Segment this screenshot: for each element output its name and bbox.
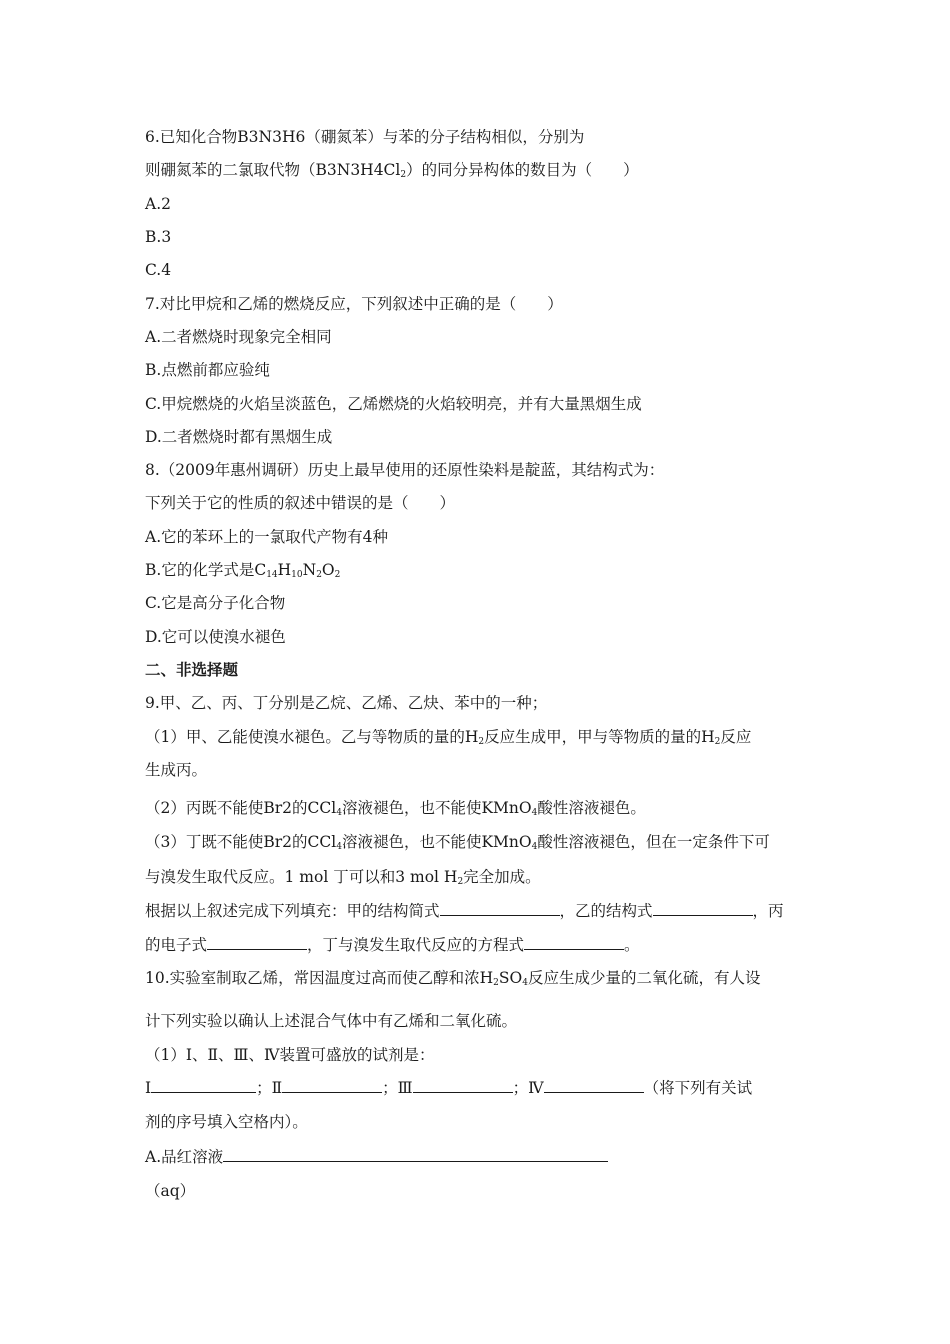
text: 完全加成。: [463, 868, 541, 886]
question-9-part-1: [145, 727, 751, 747]
subscript: 14: [266, 570, 278, 580]
question-6-option-c: C.4: [145, 261, 172, 279]
question-9-stem: 9.甲、乙、丙、丁分别是乙烷、乙烯、乙炔、苯中的一种；: [145, 694, 548, 712]
text: 酸性溶液褪色，但在一定条件下可: [537, 833, 770, 851]
subscript: 2: [400, 170, 407, 180]
text: 溶液褪色，也不能使KMnO: [341, 799, 532, 817]
text: （1）甲、乙能使溴水褪色。乙与等物质的量的H: [145, 728, 479, 746]
text: ，乙的结构式: [559, 902, 653, 920]
answer-blank[interactable]: [223, 1147, 608, 1162]
section-heading: 二、非选择题: [145, 661, 239, 679]
subscript: 4: [531, 808, 538, 818]
question-6-option-a: A.2: [145, 195, 171, 213]
question-8-option-b: [145, 560, 340, 580]
question-6-option-b: B.3: [145, 228, 172, 246]
question-9-part-2: [145, 798, 646, 818]
text: ；Ⅳ: [512, 1079, 544, 1097]
answer-blank[interactable]: [282, 1078, 382, 1093]
text: SO: [498, 969, 523, 987]
option-text: B.它的化学式是C: [145, 561, 267, 579]
question-7-option-c: C.甲烷燃烧的火焰呈淡蓝色，乙烯燃烧的火焰较明亮，并有大量黑烟生成: [145, 395, 642, 413]
answer-blank[interactable]: [653, 901, 753, 916]
text: 反应生成少量的二氧化硫，有人设: [527, 969, 761, 987]
text: 反应生成甲，甲与等物质的量的H: [484, 728, 715, 746]
question-10-fill-in-continued: 剂的序号填入空格内）。: [145, 1113, 308, 1131]
subscript: 4: [336, 842, 342, 852]
text: 溶液褪色，也不能使KMnO: [341, 833, 532, 851]
element-symbol: N: [302, 561, 317, 579]
text: 酸性溶液褪色。: [537, 799, 646, 817]
subscript: 2: [493, 978, 499, 988]
question-9-part-3: [145, 832, 770, 852]
text: 。: [624, 936, 640, 954]
answer-blank[interactable]: [524, 935, 624, 950]
question-9-fill-in-continued: [145, 935, 640, 955]
element-symbol: O: [321, 561, 335, 579]
question-9-fill-in: [145, 901, 784, 921]
text: ；Ⅱ: [256, 1079, 283, 1097]
question-6-stem: [145, 127, 584, 147]
question-7-option-b: B.点燃前都应验纯: [145, 361, 270, 379]
question-7-option-a: A.二者燃烧时现象完全相同: [145, 328, 332, 346]
subscript: 2: [478, 737, 485, 747]
question-6-stem-text: 6.已知化合物B3N3H6（硼氮苯）与苯的分子结构相似，分别为: [145, 128, 585, 146]
answer-blank[interactable]: [544, 1078, 644, 1093]
question-10-fill-in: [145, 1078, 752, 1098]
question-8-stem-continued: 下列关于它的性质的叙述中错误的是（ ）: [145, 494, 456, 512]
subscript: 4: [336, 808, 342, 818]
text: （将下列有关试: [643, 1079, 753, 1097]
text: （3）丁既不能使Br2的CCl: [145, 833, 337, 851]
question-7-option-d: D.二者燃烧时都有黑烟生成: [145, 428, 333, 446]
question-8-option-d: D.它可以使溴水褪色: [145, 628, 286, 646]
question-10-stem: [145, 968, 760, 988]
text: 的电子式: [145, 936, 208, 954]
question-8-option-c: C.它是高分子化合物: [145, 594, 286, 612]
subscript: 10: [291, 570, 303, 580]
text: A.品红溶液: [145, 1148, 224, 1166]
question-8-stem: 8.（2009年惠州调研）历史上最早使用的还原性染料是靛蓝，其结构式为：: [145, 461, 665, 479]
answer-blank[interactable]: [440, 901, 560, 916]
answer-blank[interactable]: [413, 1078, 513, 1093]
question-7-stem: 7.对比甲烷和乙烯的燃烧反应，下列叙述中正确的是（ ）: [145, 295, 563, 313]
question-6-stem-part: 则硼氮苯的二氯取代物（B3N3H4Cl: [145, 161, 401, 179]
text: 反应: [720, 728, 752, 746]
text: ；Ⅲ: [382, 1079, 413, 1097]
question-8-option-a: A.它的苯环上的一氯取代产物有4种: [145, 528, 388, 546]
text: 与溴发生取代反应。1 mol 丁可以和3 mol H: [145, 868, 458, 886]
text: （2）丙既不能使Br2的CCl: [145, 799, 337, 817]
subscript: 4: [531, 842, 538, 852]
question-6-stem-part: ）的同分异构体的数目为（ ）: [406, 161, 639, 179]
subscript: 2: [714, 737, 721, 747]
subscript: 2: [457, 877, 464, 887]
text: ，丁与溴发生取代反应的方程式: [307, 936, 525, 954]
question-6-stem-continued: [145, 160, 639, 180]
text: 10.实验室制取乙烯，常因温度过高而使乙醇和浓H: [145, 969, 494, 987]
question-9-part-1-continued: 生成丙。: [145, 761, 208, 779]
question-10-aq-note: （aq）: [145, 1182, 196, 1200]
question-9-part-3-continued: [145, 867, 541, 887]
text: ，丙: [752, 902, 784, 920]
question-10-part-1: （1）Ⅰ、Ⅱ、Ⅲ、Ⅳ装置可盛放的试剂是：: [145, 1046, 435, 1064]
element-symbol: H: [277, 561, 292, 579]
subscript: 2: [334, 570, 341, 580]
subscript: 4: [522, 978, 528, 988]
subscript: 2: [316, 570, 322, 580]
answer-blank[interactable]: [151, 1078, 256, 1093]
question-10-option-a: [145, 1147, 608, 1167]
text: 根据以上叙述完成下列填充：甲的结构简式: [145, 902, 440, 920]
answer-blank[interactable]: [207, 935, 307, 950]
text: Ⅰ: [145, 1079, 152, 1097]
question-10-stem-continued: 计下列实验以确认上述混合气体中有乙烯和二氧化硫。: [145, 1012, 518, 1030]
